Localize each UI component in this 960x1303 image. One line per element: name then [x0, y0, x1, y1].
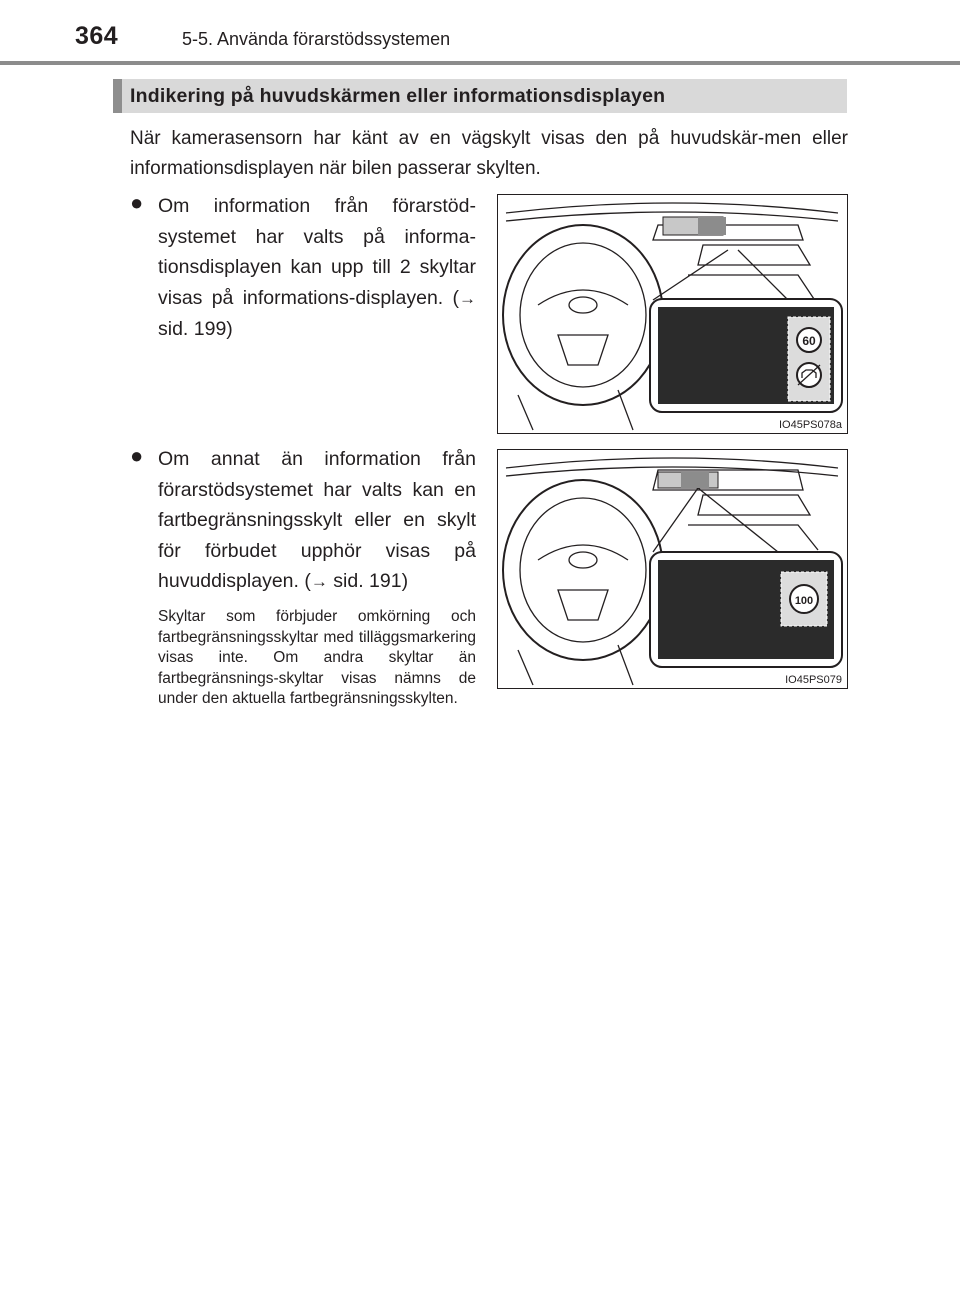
page-reference: sid. 191) [333, 570, 409, 592]
bullet-icon: ● [130, 190, 144, 215]
bullet-icon: ● [130, 443, 144, 468]
figure-info-display [497, 194, 848, 434]
arrow-right-icon: → [459, 288, 476, 308]
note-paragraph: Skyltar som förbjuder omkörning och fartbegränsningsskyltar med tilläggsmarkering visas inte. Om andra skyltar än fartbegränsnings-skyltar visas nämns de under den aktuella fartbegränsningsskylten. [158, 608, 476, 707]
intro-paragraph: När kamerasensorn har känt av en vägskylt visas den på huvudskär-men eller informationsdisplayen när bilen passerar skylten. [130, 128, 848, 179]
figure-caption: IO45PS078a [779, 419, 842, 431]
section-stripe [113, 79, 122, 113]
bullet-text: Om information från förarstöd-systemet har valts på informa-tionsdisplayen kan upp till 2 skyltar visas på informations-displayen. ( [158, 195, 476, 309]
section-title: Indikering på huvudskärmen eller informationsdisplayen [130, 85, 666, 107]
figure-main-display [497, 449, 848, 689]
dashboard-illustration [498, 195, 847, 433]
speed-sign-label: 60 [802, 334, 816, 348]
figure-caption: IO45PS079 [785, 674, 842, 686]
bullet-item-1 [158, 191, 476, 345]
dashboard-illustration [498, 450, 847, 688]
page-number: 364 [75, 22, 119, 50]
bullet-text: Om annat än information från förarstödsystemet har valts kan en fartbegränsningsskylt eller en skylt för förbudet upphör visas på huvuddisplayen. ( [158, 448, 476, 592]
section-header [113, 79, 847, 113]
header-rule [0, 61, 960, 65]
speed-sign-label: 100 [794, 595, 814, 607]
chapter-title: 5-5. Använda förarstödssystemen [182, 29, 451, 49]
arrow-right-icon: → [310, 572, 328, 591]
bullet-item-2 [158, 444, 476, 598]
page-reference: sid. 199) [158, 318, 233, 340]
